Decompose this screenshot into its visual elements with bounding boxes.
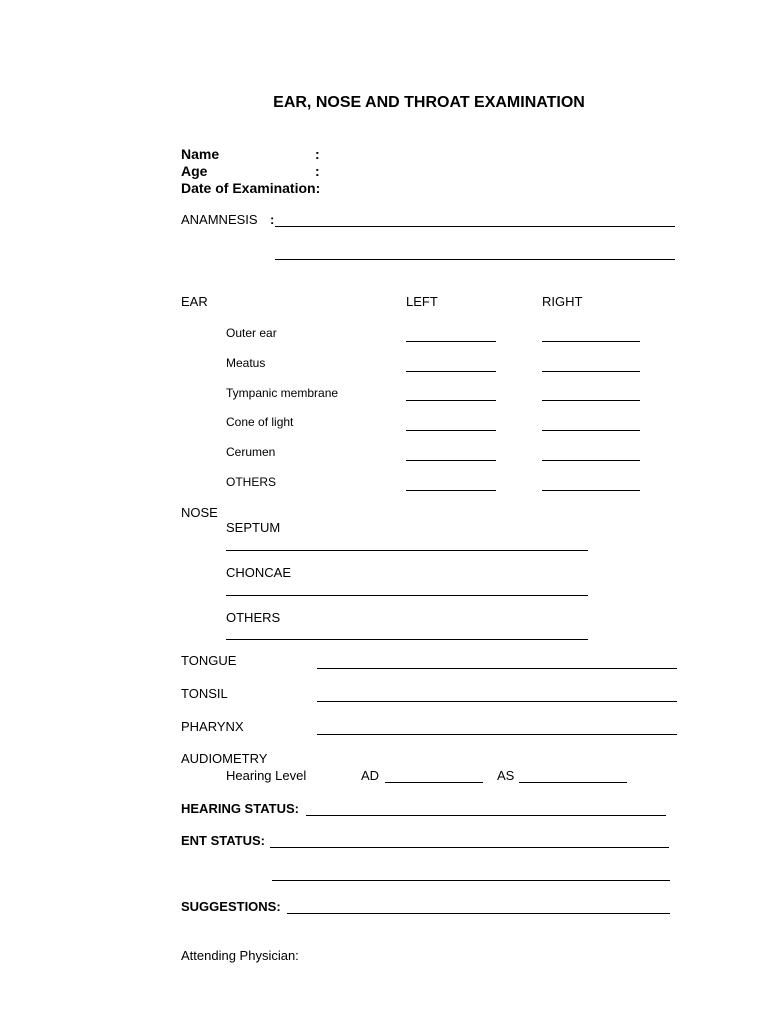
ear-row-label: Tympanic membrane	[226, 386, 339, 400]
nose-line	[226, 639, 588, 640]
ear-right-line	[542, 460, 640, 461]
ear-left-header: LEFT	[406, 294, 438, 309]
suggestions-line	[287, 913, 670, 914]
anamnesis-line-1	[275, 226, 675, 227]
pharynx-label: PHARYNX	[181, 719, 244, 734]
anamnesis-label: ANAMNESIS	[181, 212, 258, 227]
attending-physician-label: Attending Physician:	[181, 948, 299, 963]
as-label: AS	[497, 768, 515, 783]
ear-left-line	[406, 400, 496, 401]
ear-left-line	[406, 460, 496, 461]
tongue-label: TONGUE	[181, 653, 237, 668]
ear-row-label: Outer ear	[226, 326, 277, 340]
ent-status-line-2	[272, 880, 670, 881]
suggestions-label: SUGGESTIONS:	[181, 899, 281, 914]
ear-row-label: Cone of light	[226, 415, 294, 429]
as-line	[519, 782, 627, 783]
ent-status-label: ENT STATUS:	[181, 833, 266, 848]
tonsil-line	[317, 701, 677, 702]
anamnesis-colon: :	[270, 212, 275, 227]
anamnesis-line-2	[275, 259, 675, 260]
ear-right-line	[542, 400, 640, 401]
ear-left-line	[406, 371, 496, 372]
ear-right-line	[542, 490, 640, 491]
ear-row-label: Cerumen	[226, 445, 276, 459]
ear-right-header: RIGHT	[542, 294, 583, 309]
nose-line	[226, 595, 588, 596]
nose-item-label: OTHERS	[226, 610, 281, 625]
ad-label: AD	[361, 768, 380, 783]
page-title: EAR, NOSE AND THROAT EXAMINATION	[273, 94, 585, 111]
ad-line	[385, 782, 483, 783]
ear-left-line	[406, 341, 496, 342]
ear-right-line	[542, 341, 640, 342]
tongue-line	[317, 668, 677, 669]
hearing-status-label: HEARING STATUS:	[181, 801, 299, 816]
ent-status-line-1	[270, 847, 669, 848]
ear-label: EAR	[181, 294, 208, 309]
nose-line	[226, 550, 588, 551]
pharynx-line	[317, 734, 677, 735]
tonsil-label: TONSIL	[181, 686, 228, 701]
hearing-level-label: Hearing Level	[226, 768, 307, 783]
age-colon: :	[315, 163, 320, 179]
age-label: Age	[181, 163, 208, 179]
ear-right-line	[542, 371, 640, 372]
audiometry-label: AUDIOMETRY	[181, 751, 268, 766]
ear-row-label: OTHERS	[226, 475, 277, 489]
nose-item-label: SEPTUM	[226, 520, 281, 535]
date-label: Date of Examination:	[181, 180, 321, 196]
ear-left-line	[406, 490, 496, 491]
ear-left-line	[406, 430, 496, 431]
ear-right-line	[542, 430, 640, 431]
nose-item-label: CHONCAE	[226, 565, 292, 580]
name-colon: :	[315, 146, 320, 162]
name-label: Name	[181, 146, 220, 162]
ear-row-label: Meatus	[226, 356, 266, 370]
nose-label: NOSE	[181, 505, 218, 520]
hearing-status-line	[306, 815, 666, 816]
